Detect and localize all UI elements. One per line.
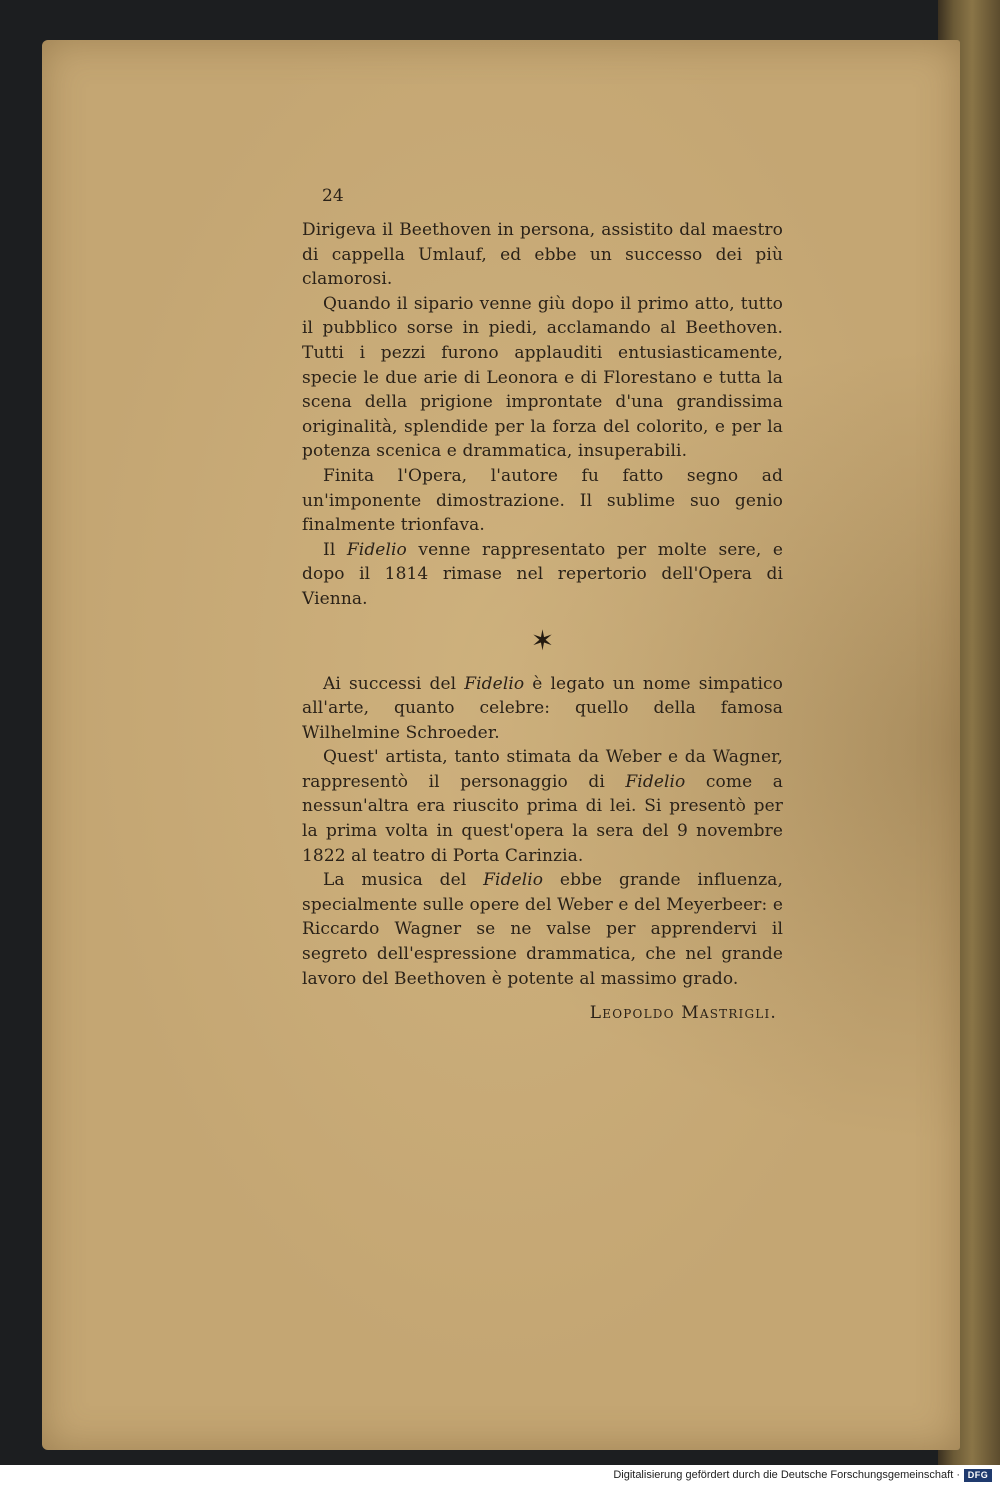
paragraph-4-text-b: venne rappresentato per molte sere, e dopo il 1814 rimase nel repertorio dell'Opera di Vienna. — [302, 539, 784, 609]
paragraph-3: Finita l'Opera, l'autore fu fatto segno ad un'imponente dimostrazione. Il sublime suo genio finalmente trionfava. — [302, 465, 783, 536]
paragraph-4-title: Fidelio — [346, 539, 407, 560]
paragraph-1: Dirigeva il Beethoven in persona, assistito dal maestro di cappella Umlauf, ed ebbe un successo dei più clamorosi. — [302, 220, 783, 290]
paragraph-4 — [302, 538, 783, 612]
paragraph-7-title: Fidelio — [483, 870, 544, 891]
paragraph-7 — [302, 868, 783, 991]
paragraph-2: Quando il sipario venne giù dopo il primo atto, tutto il pubblico sorse in piedi, acclamando al Beethoven. Tutti i pezzi furono applauditi entusiasticamente, specie le due arie di Leonora e di Florestano e tutta la scena della prigione improntate d'una grandissima originalità, splendide per la forza del colorito, e per la potenza scenica e drammatica, insuperabili. — [302, 293, 783, 462]
page-text — [302, 187, 783, 1026]
paragraph-6-title: Fidelio — [625, 771, 686, 792]
paragraph-4-text-a: Il — [323, 539, 347, 560]
paragraph-7-text-a: La musica del — [323, 870, 484, 891]
author-signature: Leopoldo Mastrigli. — [589, 1003, 777, 1024]
paragraph-5 — [302, 672, 783, 746]
section-separator-star-icon: ✶ — [530, 623, 555, 657]
paragraph-5-text-a: Ai successi del — [323, 673, 465, 694]
paragraph-6-text-a: Quest' artista, tanto stimata da Weber e da Wagner, rappresentò il personaggio di — [302, 747, 783, 792]
page-number: 24 — [322, 186, 344, 206]
paragraph-5-title: Fidelio — [464, 673, 525, 694]
paragraph-6 — [302, 745, 783, 868]
paragraph-5-text-b: è legato un nome simpatico all'arte, quanto celebre: quello della famosa Wilhelmine Schroeder. — [302, 673, 783, 743]
dfg-logo-icon: DFG — [964, 1469, 992, 1482]
paragraph-6-text-b: come a nessun'altra era riuscito prima di lei. Si presentò per la prima volta in quest'opera la sera del 9 novembre 1822 al teatro di Porta Carinzia. — [302, 771, 783, 866]
footer-credit: Digitalisierung gefördert durch die Deutsche Forschungsgemeinschaft · — [613, 1469, 960, 1481]
footer-bar — [0, 1465, 1000, 1487]
paragraph-7-text-b: ebbe grande influenza, specialmente sulle opere del Weber e del Meyerbeer: e Riccardo Wagner se ne valse per apprendervi il segreto dell'espressione drammatica, che nel grande lavoro del Beethoven è potente al massimo grado. — [302, 870, 783, 989]
